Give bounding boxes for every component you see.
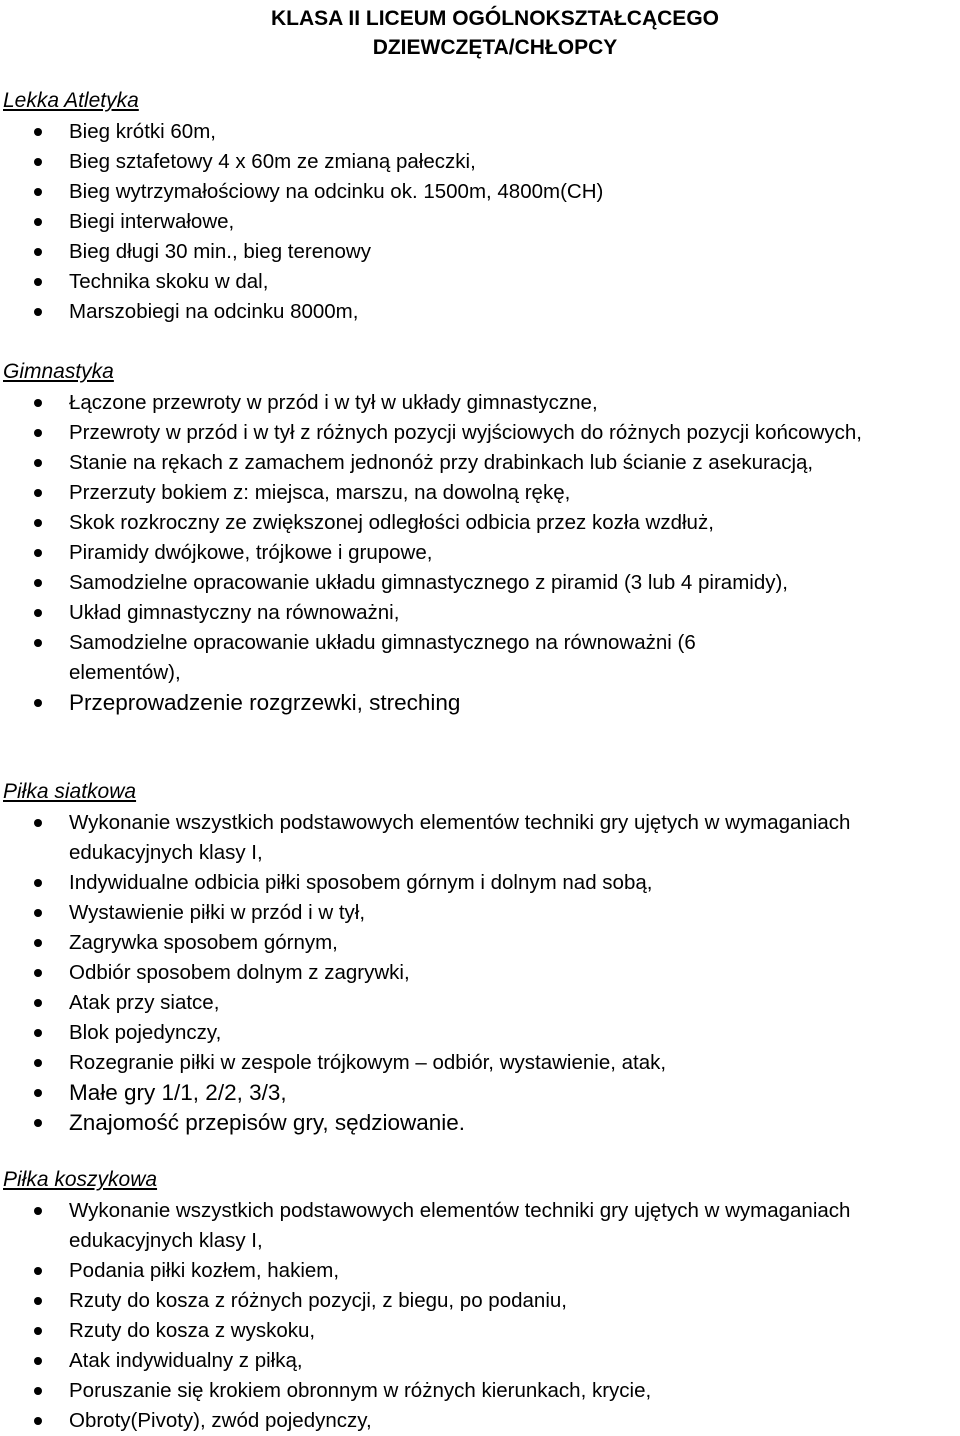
- list-item: Bieg krótki 60m,: [0, 117, 960, 147]
- bullet-icon: [34, 1207, 42, 1215]
- list-item: Podania piłki kozłem, hakiem,: [0, 1256, 960, 1286]
- list-item: Przerzuty bokiem z: miejsca, marszu, na dowolną rękę,: [0, 478, 960, 508]
- bullet-icon: [34, 939, 42, 947]
- list-item: Bieg wytrzymałościowy na odcinku ok. 1500m, 4800m(CH): [0, 177, 960, 207]
- bullet-icon: [34, 609, 42, 617]
- list-item: Piramidy dwójkowe, trójkowe i grupowe,: [0, 538, 960, 568]
- bullet-icon: [34, 1327, 42, 1335]
- bullet-icon: [34, 489, 42, 497]
- list-item: Stanie na rękach z zamachem jednonóż przy drabinkach lub ścianie z asekuracją,: [0, 448, 960, 478]
- title-line-2: DZIEWCZĘTA/CHŁOPCY: [372, 36, 618, 59]
- list-item: Samodzielne opracowanie układu gimnastycznego na równoważni (6 elementów),: [0, 628, 809, 688]
- list-item: Atak indywidualny z piłką,: [0, 1346, 960, 1376]
- list-item: Obroty(Pivoty), zwód pojedynczy,: [0, 1406, 960, 1436]
- bullet-icon: [34, 128, 42, 136]
- section-lekka-atletyka: [0, 86, 960, 327]
- section-heading: Piłka siatkowa: [3, 780, 137, 803]
- list-item: Przewroty w przód i w tył z różnych pozycji wyjściowych do różnych pozycji końcowych,: [0, 418, 929, 448]
- list-item: Rzuty do kosza z wyskoku,: [0, 1316, 960, 1346]
- bullet-icon: [34, 308, 42, 316]
- list-item: Przeprowadzenie rozgrzewki, streching: [0, 688, 960, 718]
- section-heading: Lekka Atletyka: [3, 89, 139, 112]
- title-line-1: KLASA II LICEUM OGÓLNOKSZTAŁCĄCEGO: [271, 7, 719, 30]
- section-pilka-koszykowa: [0, 1165, 960, 1436]
- bullet-icon: [34, 399, 42, 407]
- bullet-icon: [34, 278, 42, 286]
- bullet-icon: [34, 579, 42, 587]
- list-item: Zagrywka sposobem górnym,: [0, 928, 960, 958]
- section-heading: Piłka koszykowa: [3, 1168, 158, 1191]
- item-list: [0, 808, 960, 1138]
- section-heading: Gimnastyka: [3, 360, 114, 383]
- list-item: Układ gimnastyczny na równoważni,: [0, 598, 960, 628]
- bullet-icon: [34, 969, 42, 977]
- list-item: Łączone przewroty w przód i w tył w układy gimnastyczne,: [0, 388, 960, 418]
- item-list: [0, 388, 960, 718]
- bullet-icon: [34, 1119, 42, 1127]
- list-item: Poruszanie się krokiem obronnym w różnych kierunkach, krycie,: [0, 1376, 960, 1406]
- bullet-icon: [34, 639, 42, 647]
- list-item: Wystawienie piłki w przód i w tył,: [0, 898, 960, 928]
- list-item: Biegi interwałowe,: [0, 207, 960, 237]
- bullet-icon: [34, 879, 42, 887]
- list-item: Odbiór sposobem dolnym z zagrywki,: [0, 958, 960, 988]
- bullet-icon: [34, 459, 42, 467]
- bullet-icon: [34, 1417, 42, 1425]
- list-item: Wykonanie wszystkich podstawowych elementów techniki gry ujętych w wymaganiach edukacyjnych klasy I,: [0, 1196, 929, 1256]
- list-item: Znajomość przepisów gry, sędziowanie.: [0, 1108, 960, 1138]
- list-item: Rozegranie piłki w zespole trójkowym – odbiór, wystawienie, atak,: [0, 1048, 960, 1078]
- list-item: Rzuty do kosza z różnych pozycji, z biegu, po podaniu,: [0, 1286, 960, 1316]
- list-item: Indywidualne odbicia piłki sposobem górnym i dolnym nad sobą,: [0, 868, 960, 898]
- bullet-icon: [34, 1059, 42, 1067]
- item-list: [0, 117, 960, 327]
- section-gimnastyka: [0, 357, 960, 718]
- bullet-icon: [34, 1387, 42, 1395]
- list-item: Atak przy siatce,: [0, 988, 960, 1018]
- list-item: Samodzielne opracowanie układu gimnastycznego z piramid (3 lub 4 piramidy),: [0, 568, 960, 598]
- list-item: Wykonanie wszystkich podstawowych elementów techniki gry ujętych w wymaganiach edukacyjnych klasy I,: [0, 808, 929, 868]
- document-title: [0, 4, 960, 62]
- bullet-icon: [34, 549, 42, 557]
- bullet-icon: [34, 1357, 42, 1365]
- list-item: Bieg długi 30 min., bieg terenowy: [0, 237, 960, 267]
- bullet-icon: [34, 1297, 42, 1305]
- bullet-icon: [34, 1089, 42, 1097]
- list-item: Technika skoku w dal,: [0, 267, 960, 297]
- list-item: Bieg sztafetowy 4 x 60m ze zmianą pałeczki,: [0, 147, 960, 177]
- list-item: Małe gry 1/1, 2/2, 3/3,: [0, 1078, 960, 1108]
- bullet-icon: [34, 819, 42, 827]
- bullet-icon: [34, 519, 42, 527]
- bullet-icon: [34, 1029, 42, 1037]
- bullet-icon: [34, 999, 42, 1007]
- bullet-icon: [34, 429, 42, 437]
- bullet-icon: [34, 1267, 42, 1275]
- list-item: Skok rozkroczny ze zwiększonej odległości odbicia przez kozła wzdłuż,: [0, 508, 960, 538]
- item-list: [0, 1196, 960, 1436]
- bullet-icon: [34, 699, 42, 707]
- bullet-icon: [34, 188, 42, 196]
- list-item: Marszobiegi na odcinku 8000m,: [0, 297, 960, 327]
- bullet-icon: [34, 909, 42, 917]
- bullet-icon: [34, 158, 42, 166]
- list-item: Blok pojedynczy,: [0, 1018, 960, 1048]
- section-pilka-siatkowa: [0, 777, 960, 1138]
- bullet-icon: [34, 218, 42, 226]
- bullet-icon: [34, 248, 42, 256]
